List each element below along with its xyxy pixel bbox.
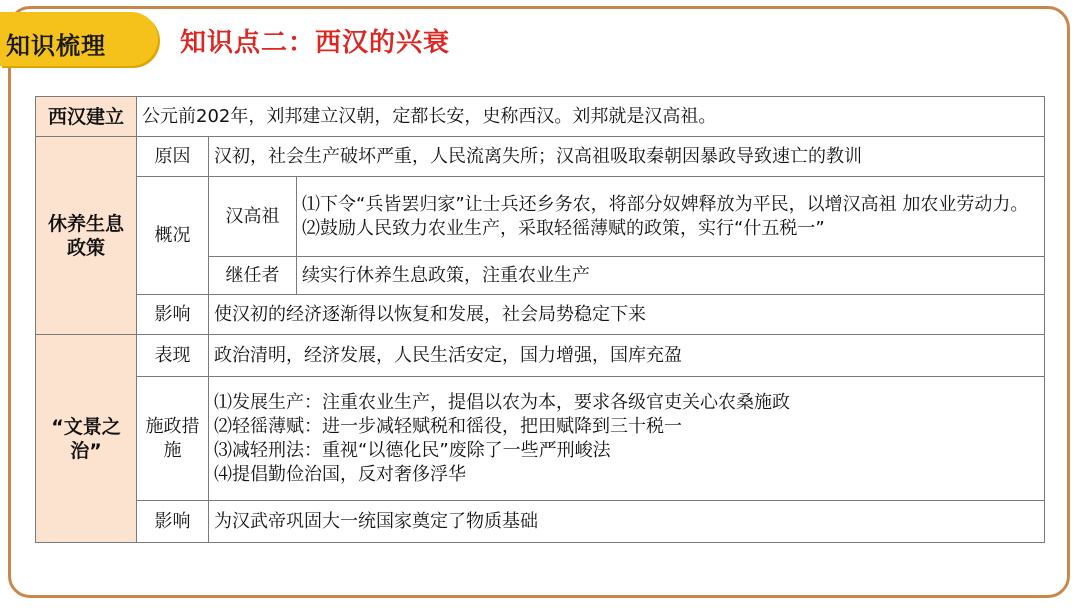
measure-item: ⑷提倡勤俭治国，反对奢侈浮华 bbox=[214, 463, 466, 485]
cause-label: 原因 bbox=[137, 137, 209, 177]
measure-item: ⑶减轻刑法：重视“以德化民”废除了一些严刑峻法 bbox=[214, 439, 611, 461]
overview-label: 概况 bbox=[137, 177, 209, 295]
table-row bbox=[36, 377, 1045, 501]
table-row bbox=[36, 137, 1045, 177]
measures-label: 施政措施 bbox=[137, 377, 209, 501]
wenjing-impact-label: 影响 bbox=[137, 501, 209, 543]
gaozu-label: 汉高祖 bbox=[209, 177, 297, 257]
manifest-text: 政治清明，经济发展，人民生活安定，国力增强，国库充盈 bbox=[209, 335, 1045, 377]
row-label-recuperation: 休养生息政策 bbox=[36, 137, 137, 335]
measures-list bbox=[209, 377, 1045, 501]
knowledge-table bbox=[35, 96, 1045, 543]
table-row bbox=[36, 177, 1045, 257]
section-tab bbox=[0, 12, 158, 66]
cause-text: 汉初，社会生产破坏严重，人民流离失所；汉高祖吸取秦朝因暴政导致速亡的教训 bbox=[209, 137, 1045, 177]
manifest-label: 表现 bbox=[137, 335, 209, 377]
row-label-wenjing: “文景之治” bbox=[36, 335, 137, 543]
wenjing-impact-text: 为汉武帝巩固大一统国家奠定了物质基础 bbox=[209, 501, 1045, 543]
measure-item: ⑴发展生产：注重农业生产，提倡以农为本，要求各级官吏关心农桑施政 bbox=[214, 391, 790, 413]
table-row bbox=[36, 501, 1045, 543]
section-tab-label: 知识梳理 bbox=[6, 32, 106, 60]
measure-item: ⑵轻徭薄赋：进一步减轻赋税和徭役，把田赋降到三十税一 bbox=[214, 415, 682, 437]
successor-label: 继任者 bbox=[209, 257, 297, 295]
table-row bbox=[36, 295, 1045, 335]
row-label-founding: 西汉建立 bbox=[36, 97, 137, 137]
gaozu-text: ⑴下令“兵皆罢归家”让士兵还乡务农，将部分奴婢释放为平民，以增汉高祖 加农业劳动力。⑵鼓励人民致力农业生产，采取轻徭薄赋的政策，实行“什五税一” bbox=[297, 177, 1045, 257]
founding-text: 公元前202年，刘邦建立汉朝，定都长安，史称西汉。刘邦就是汉高祖。 bbox=[137, 97, 1045, 137]
table-row bbox=[36, 97, 1045, 137]
impact-text: 使汉初的经济逐渐得以恢复和发展，社会局势稳定下来 bbox=[209, 295, 1045, 335]
page-title: 知识点二：西汉的兴衰 bbox=[180, 28, 451, 58]
table-row bbox=[36, 335, 1045, 377]
impact-label: 影响 bbox=[137, 295, 209, 335]
successor-text: 续实行休养生息政策，注重农业生产 bbox=[297, 257, 1045, 295]
